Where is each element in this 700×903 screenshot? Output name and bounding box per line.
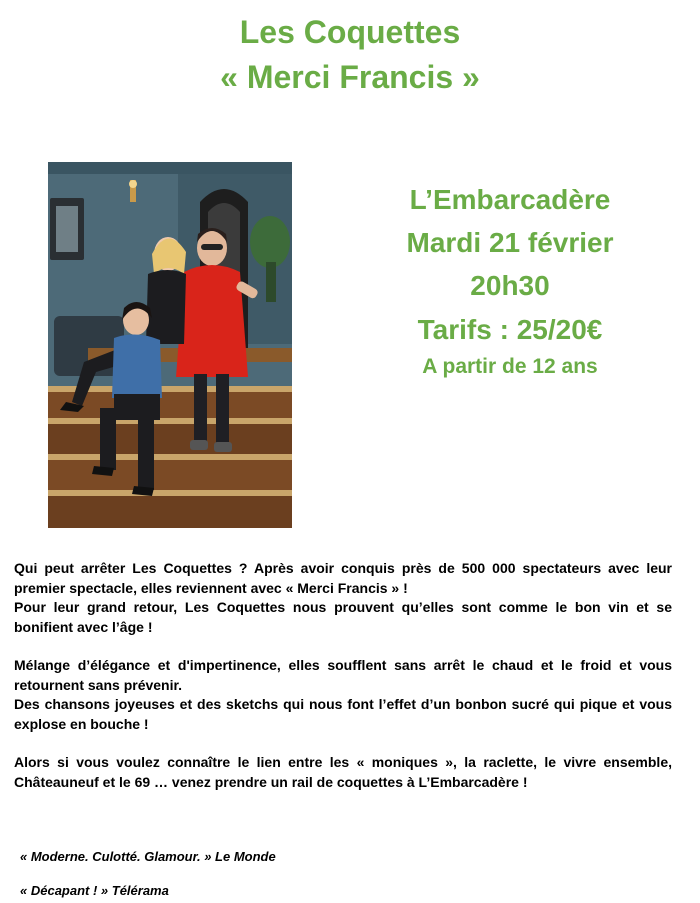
performers-photo [48,162,292,528]
description-paragraph-3 [14,753,672,792]
description-text: Alors si vous voulez connaître le lien entre les « moniques », la raclette, le vivre ensemble, Châteauneuf et le 69 … venez prendre un rail de coquettes à L’Embarcadère ! [14,754,672,790]
event-date: Mardi 21 février [406,227,614,258]
event-venue: L’Embarcadère [409,184,611,215]
description-text: Pour leur grand retour, Les Coquettes nous prouvent qu’elles sont comme le bon vin et se bonifient avec l’âge ! [14,599,672,635]
show-title-line1: Les Coquettes [239,14,461,50]
press-quote-telerama: « Décapant ! » Télérama [20,883,169,898]
description-text: Des chansons joyeuses et des sketchs qui nous font l’effet d’un bonbon sucré qui pique et vous explose en bouche ! [14,696,672,732]
description-paragraph-1 [14,559,672,637]
event-age-limit: A partir de 12 ans [422,355,598,378]
event-price: Tarifs : 25/20€ [417,314,603,345]
performers-photo-illustration [48,162,292,528]
event-time: 20h30 [470,270,550,301]
press-quote-le-monde: « Moderne. Culotté. Glamour. » Le Monde [20,849,276,864]
show-title-line2: « Merci Francis » [220,59,480,95]
description-text: Qui peut arrêter Les Coquettes ? Après avoir conquis près de 500 000 spectateurs avec leur premier spectacle, elles reviennent avec « Merci Francis » ! [14,560,672,596]
description-text: Mélange d’élégance et d'impertinence, elles soufflent sans arrêt le chaud et le froid et vous retournent sans prévenir. [14,657,672,693]
description-paragraph-2 [14,656,672,734]
